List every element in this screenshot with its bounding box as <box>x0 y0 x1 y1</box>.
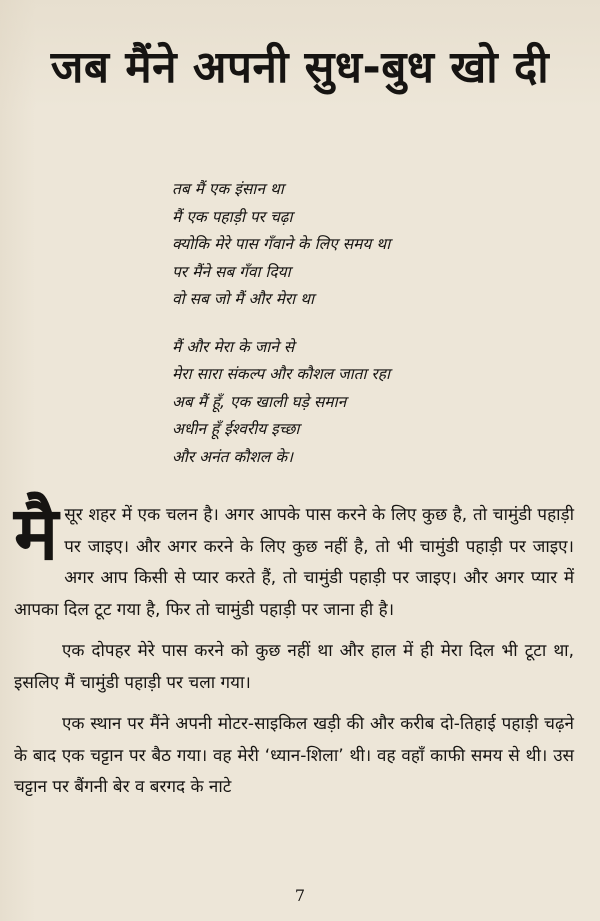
poem-line: वो सब जो मैं और मेरा था <box>172 290 315 308</box>
page-number: 7 <box>294 886 306 905</box>
chapter-title: जब मैंने अपनी सुध-बुध खो दी <box>50 42 550 93</box>
chapter-body <box>14 491 574 814</box>
poem-line: पर मैंने सब गँवा दिया <box>172 262 291 281</box>
drop-cap: मै <box>14 491 59 577</box>
poem-line: अधीन हूँ ईश्वरीय इच्छा <box>172 420 300 438</box>
epigraph-poem <box>172 176 572 471</box>
poem-stanza-1 <box>172 176 572 314</box>
poem-stanza-2 <box>172 334 572 472</box>
paragraph-3: एक स्थान पर मैंने अपनी मोटर-साइकिल खड़ी की और करीब दो-तिहाई पहाड़ी चढ़ने के बाद एक चट्टान पर बैठ गया। वह मेरी ‘ध्यान-शिला’ थी। वह वहाँ काफी समय से थी। उस चट्टान पर बैंगनी बेर व बरगद के नाटे <box>14 714 574 797</box>
poem-line: तब मैं एक इंसान था <box>172 180 284 198</box>
poem-line: क्योकि मेरे पास गँवाने के लिए समय था <box>172 235 391 253</box>
poem-line: मेरा सारा संकल्प और कौशल जाता रहा <box>172 365 390 383</box>
poem-line: मैं और मेरा के जाने से <box>172 337 295 356</box>
paragraph-1-text: सूर शहर में एक चलन है। अगर आपके पास करने के लिए कुछ है, तो चामुंडी पहाड़ी पर जाइए। और अगर करने के लिए कुछ नहीं है, तो भी चामुंडी पहाड़ी पर जाइए। अगर आप किसी से प्यार करते हैं, तो चामुंडी पहाड़ी पर जाइए। और अगर प्यार में आपका दिल टूट गया है, फिर तो चामुंडी पहाड़ी पर जाना ही है। <box>14 505 574 620</box>
paragraph-1 <box>14 491 574 626</box>
poem-line: और अनंत कौशल के। <box>172 447 294 466</box>
poem-line: अब मैं हूँ, एक खाली घड़े समान <box>172 392 347 411</box>
paragraph-2: एक दोपहर मेरे पास करने को कुछ नहीं था और हाल में ही मेरा दिल भी टूटा था, इसलिए मैं चामुंडी पहाड़ी पर चला गया। <box>14 641 574 693</box>
poem-line: मैं एक पहाड़ी पर चढ़ा <box>172 207 293 226</box>
